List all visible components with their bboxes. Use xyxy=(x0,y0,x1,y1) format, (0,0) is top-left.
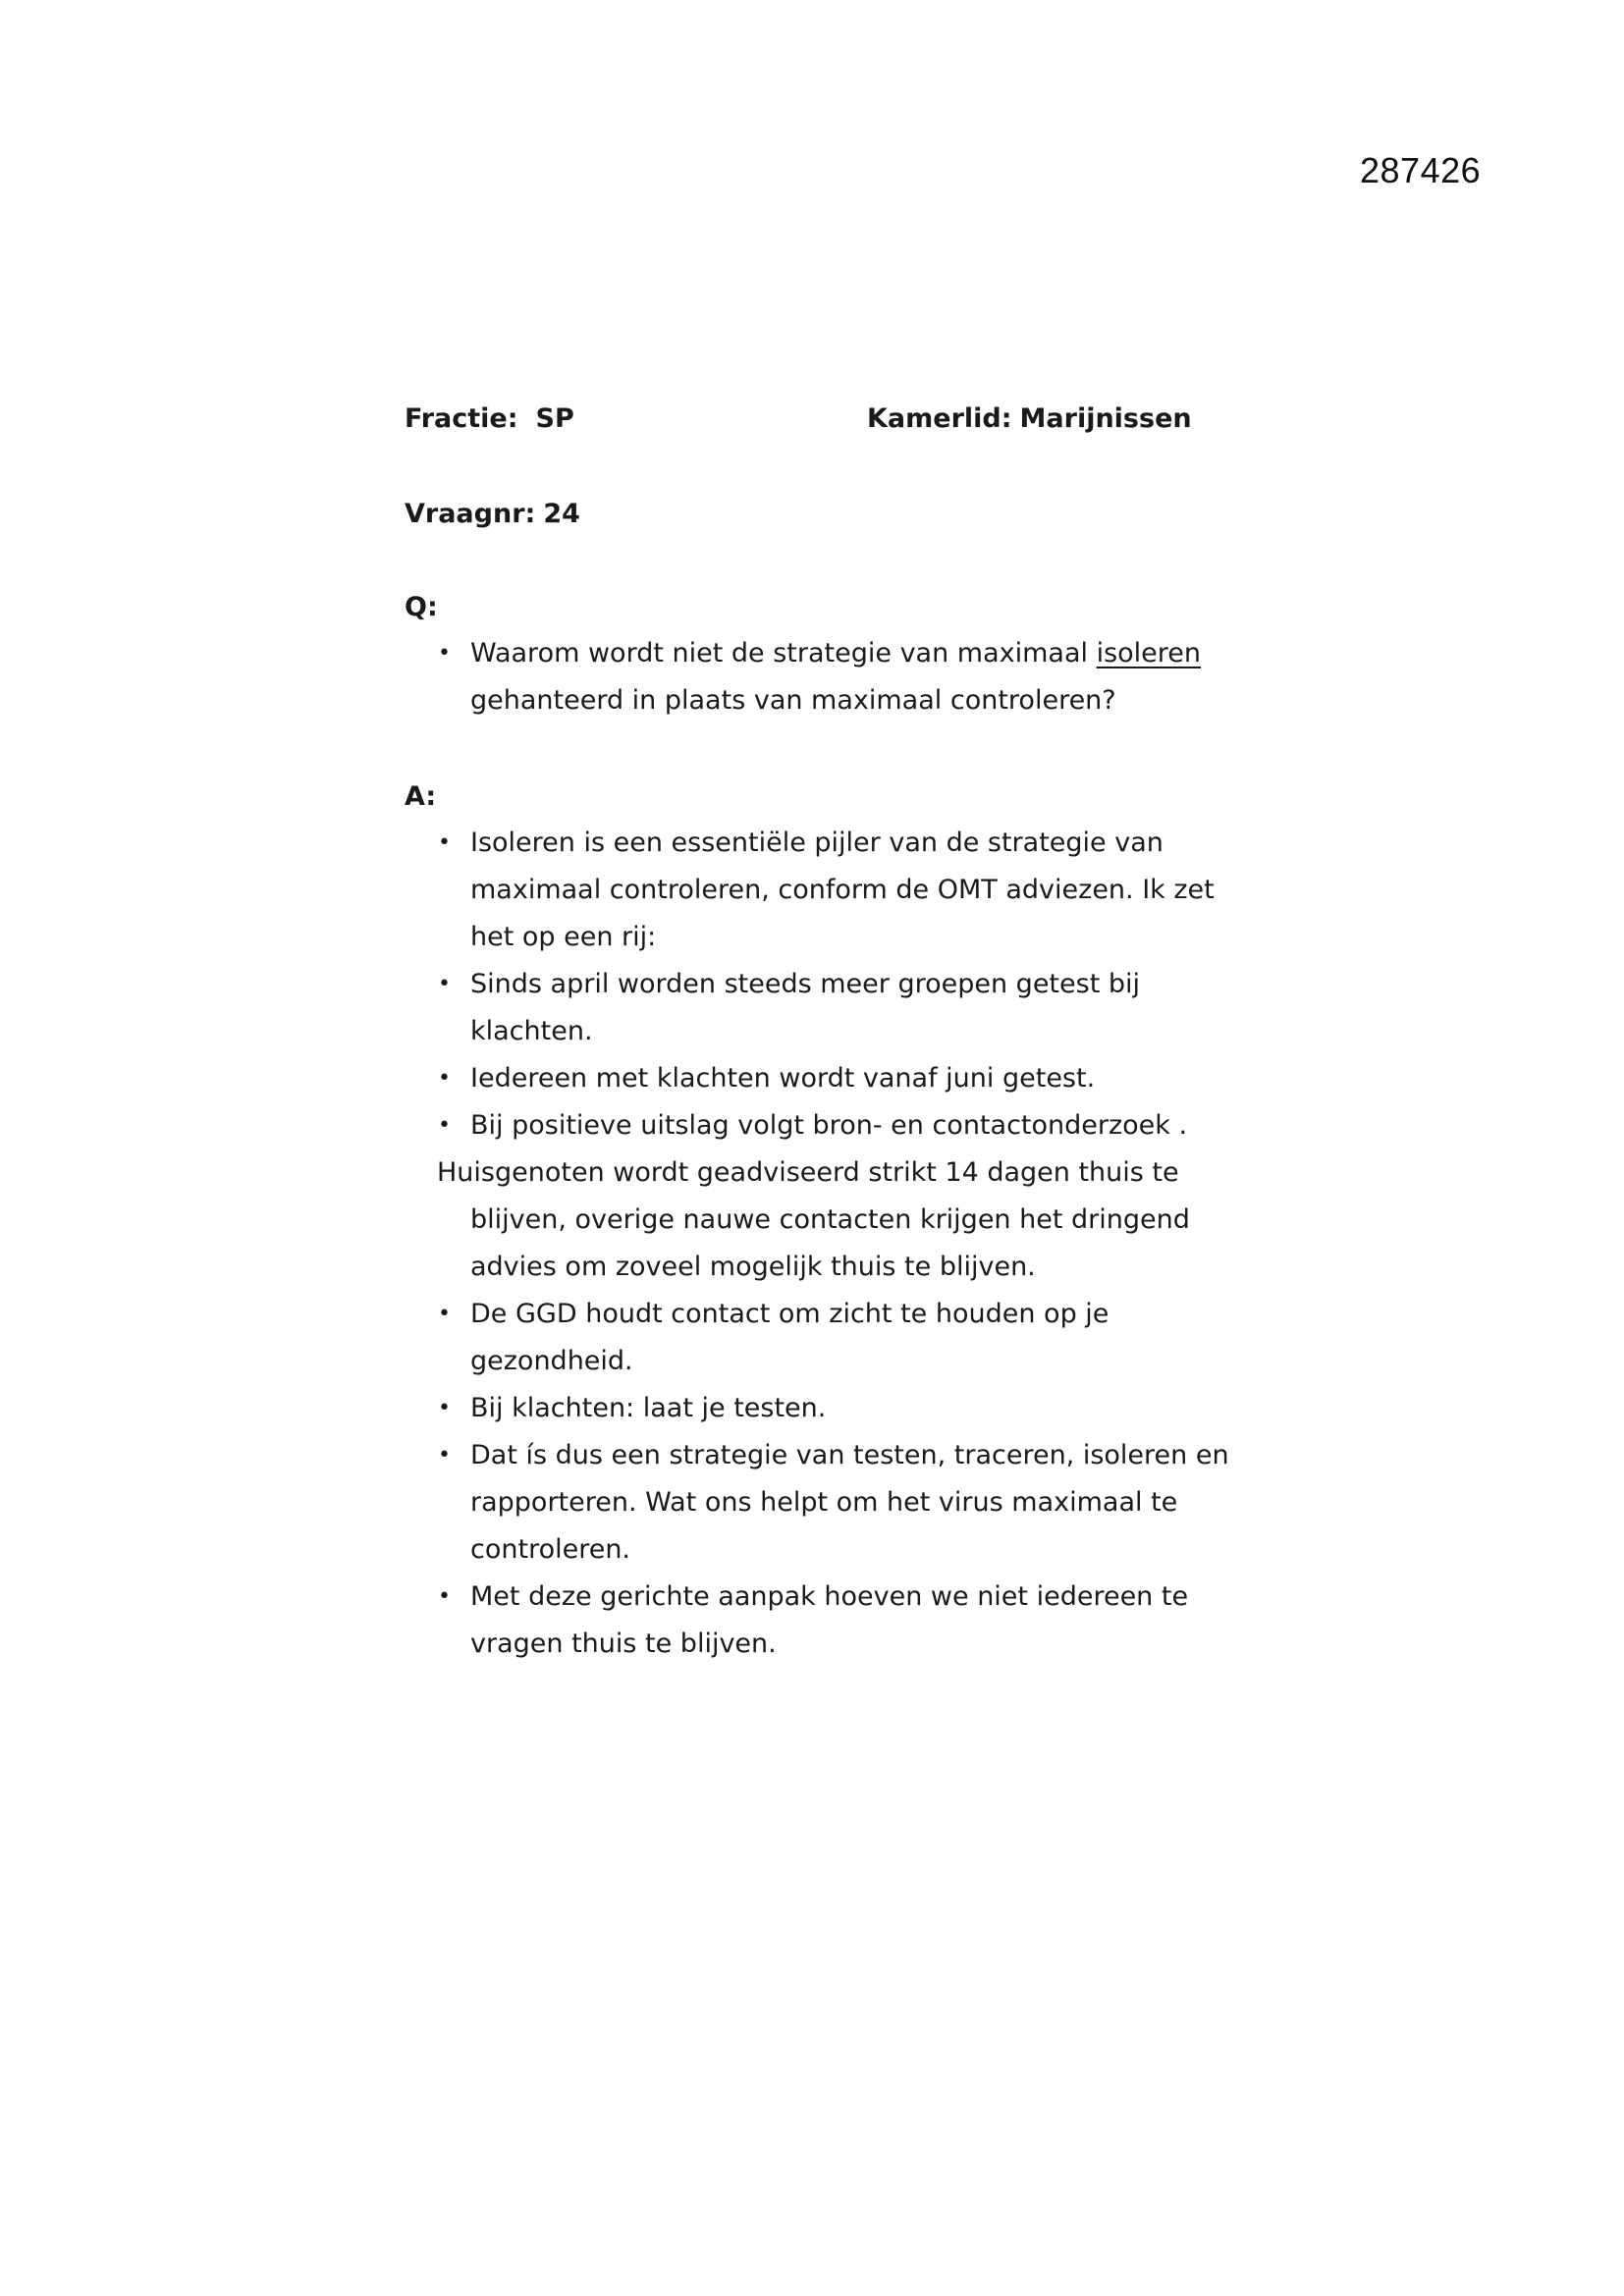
answer-item xyxy=(405,1102,1229,1149)
bullet-icon: • xyxy=(438,830,451,855)
answer-item xyxy=(405,1385,1229,1432)
question-label: Q: xyxy=(405,592,438,622)
kamerlid-line xyxy=(867,403,1192,434)
bullet-icon: • xyxy=(438,1443,451,1468)
answer-item xyxy=(405,961,1229,1055)
answer-item-text: Iedereen met klachten wordt vanaf juni getest. xyxy=(470,1063,1096,1094)
answer-item xyxy=(405,1291,1229,1385)
answer-item-text: Bij positieve uitslag volgt bron- en contactonderzoek . xyxy=(470,1110,1188,1141)
answer-item xyxy=(405,1574,1229,1668)
answer-item-no-bullet xyxy=(405,1149,1229,1291)
bullet-icon: • xyxy=(438,972,451,996)
answer-item xyxy=(405,1432,1229,1574)
bullet-icon: • xyxy=(438,641,451,666)
bullet-icon: • xyxy=(438,1113,451,1138)
vraagnr-value: 24 xyxy=(543,499,580,529)
bullet-icon: • xyxy=(438,1302,451,1326)
answer-item xyxy=(405,820,1229,961)
bullet-icon: • xyxy=(438,1066,451,1091)
vraagnr-label: Vraagnr: xyxy=(405,499,536,529)
bullet-icon: • xyxy=(438,1396,451,1420)
answer-item-text: Dat ís dus een strategie van testen, traceren, isoleren en rapporteren. Wat ons helpt om het virus maximaal te controleren. xyxy=(470,1440,1229,1565)
answer-item-text: Sinds april worden steeds meer groepen getest bij klachten. xyxy=(470,969,1141,1046)
answer-list xyxy=(405,820,1229,1668)
answer-item-text: De GGD houdt contact om zicht te houden op je gezondheid. xyxy=(470,1299,1110,1376)
question-text-underlined: isoleren xyxy=(1096,638,1202,668)
answer-item-text: Huisgenoten wordt geadviseerd strikt 14 dagen thuis te blijven, overige nauwe contacten krijgen het dringend advies om zoveel mogelijk thuis te blijven. xyxy=(437,1157,1190,1282)
answer-item-text: Met deze gerichte aanpak hoeven we niet iedereen te vragen thuis te blijven. xyxy=(470,1581,1189,1659)
question-list xyxy=(405,630,1229,724)
question-text-before: Waarom wordt niet de strategie van maximaal xyxy=(470,638,1097,668)
question-item xyxy=(405,630,1229,724)
vraagnr-line xyxy=(405,499,580,529)
fractie-line xyxy=(405,403,574,434)
kamerlid-label: Kamerlid: xyxy=(867,403,1012,434)
kamerlid-value: Marijnissen xyxy=(1019,403,1192,434)
answer-label: A: xyxy=(405,781,437,812)
answer-item xyxy=(405,1055,1229,1102)
document-number: 287426 xyxy=(1360,150,1482,190)
answer-item-text: Bij klachten: laat je testen. xyxy=(470,1393,827,1423)
bullet-icon: • xyxy=(438,1584,451,1609)
fractie-label: Fractie: xyxy=(405,403,518,434)
question-text-after: gehanteerd in plaats van maximaal controleren? xyxy=(470,685,1116,716)
fractie-value: SP xyxy=(535,403,574,434)
answer-item-text: Isoleren is een essentiële pijler van de strategie van maximaal controleren, conform de OMT adviezen. Ik zet het op een rij: xyxy=(470,828,1215,952)
